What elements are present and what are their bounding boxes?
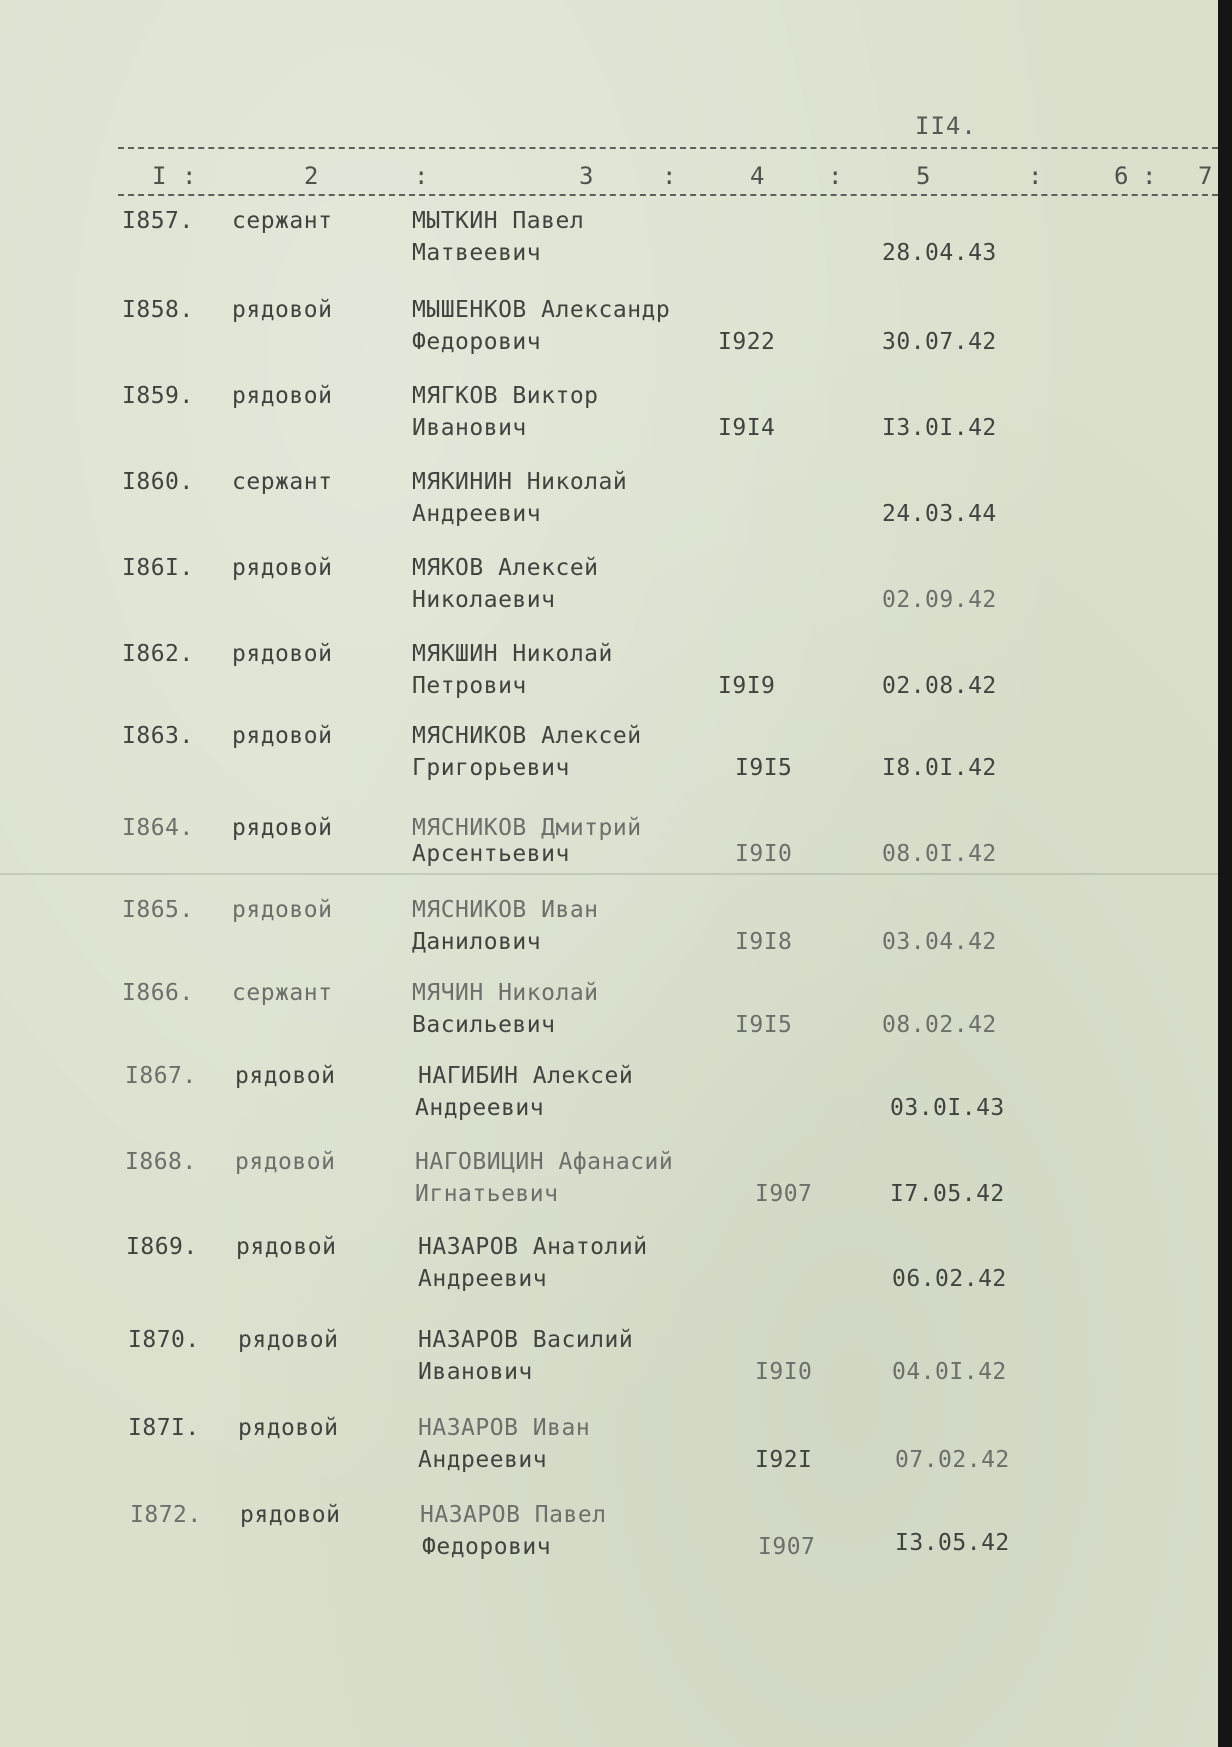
patronymic: Иванович — [418, 1359, 533, 1385]
record-number: I867. — [125, 1063, 197, 1089]
rank: сержант — [232, 469, 333, 495]
surname-name: МЯСНИКОВ Иван — [412, 897, 599, 923]
table-row — [0, 1063, 1218, 1143]
date: I3.0I.42 — [882, 415, 997, 441]
header-rule-top — [118, 147, 1218, 149]
surname-name: МЫШЕНКОВ Александр — [412, 297, 671, 323]
birth-year: I907 — [758, 1534, 816, 1560]
birth-year: I9I4 — [718, 415, 776, 441]
patronymic: Андреевич — [418, 1447, 548, 1473]
rank: рядовой — [232, 383, 333, 409]
rank: рядовой — [232, 555, 333, 581]
birth-year: I92I — [755, 1447, 813, 1473]
rank: рядовой — [238, 1327, 339, 1353]
surname-name: МЫТКИН Павел — [412, 208, 585, 234]
patronymic: Федорович — [412, 329, 542, 355]
column-separator: : — [414, 162, 429, 190]
date: 30.07.42 — [882, 329, 997, 355]
date: 28.04.43 — [882, 240, 997, 266]
patronymic: Арсентьевич — [412, 841, 570, 867]
column-separator: : — [1142, 162, 1157, 190]
record-number: I863. — [122, 723, 194, 749]
record-number: I860. — [122, 469, 194, 495]
surname-name: НАЗАРОВ Иван — [418, 1415, 591, 1441]
record-number: I870. — [128, 1327, 200, 1353]
patronymic: Григорьевич — [412, 755, 570, 781]
column-header-4: 4 — [750, 162, 765, 190]
rank: рядовой — [232, 723, 333, 749]
date: 02.08.42 — [882, 673, 997, 699]
column-header-6: 6 — [1114, 162, 1129, 190]
record-number: I857. — [122, 208, 194, 234]
birth-year: I9I0 — [735, 841, 793, 867]
patronymic: Андреевич — [418, 1266, 548, 1292]
rank: рядовой — [235, 1149, 336, 1175]
table-row — [0, 297, 1218, 377]
date: I7.05.42 — [890, 1181, 1005, 1207]
column-header-7: 7 — [1198, 162, 1213, 190]
patronymic: Андреевич — [412, 501, 542, 527]
date: 06.02.42 — [892, 1266, 1007, 1292]
table-row — [0, 723, 1218, 803]
patronymic: Петрович — [412, 673, 527, 699]
table-row — [0, 1234, 1218, 1314]
rank: рядовой — [232, 897, 333, 923]
record-number: I86I. — [122, 555, 194, 581]
date: 08.02.42 — [882, 1012, 997, 1038]
table-row — [0, 469, 1218, 549]
record-number: I872. — [130, 1502, 202, 1528]
date: 08.0I.42 — [882, 841, 997, 867]
surname-name: НАГОВИЦИН Афанасий — [415, 1149, 674, 1175]
column-separator: : — [182, 162, 197, 190]
record-number: I858. — [122, 297, 194, 323]
surname-name: МЯКИНИН Николай — [412, 469, 628, 495]
table-row — [0, 383, 1218, 463]
date: I3.05.42 — [895, 1530, 1010, 1556]
surname-name: МЯКОВ Алексей — [412, 555, 599, 581]
record-number: I866. — [122, 980, 194, 1006]
patronymic: Данилович — [412, 929, 542, 955]
record-number: I868. — [125, 1149, 197, 1175]
header-rule-bottom — [118, 194, 1218, 196]
table-row — [0, 555, 1218, 635]
rank: рядовой — [235, 1063, 336, 1089]
record-number: I865. — [122, 897, 194, 923]
table-row — [0, 980, 1218, 1060]
rank: рядовой — [240, 1502, 341, 1528]
surname-name: МЯСНИКОВ Дмитрий — [412, 815, 642, 841]
column-separator: : — [1028, 162, 1043, 190]
patronymic: Игнатьевич — [415, 1181, 559, 1207]
date: 02.09.42 — [882, 587, 997, 613]
rank: рядовой — [238, 1415, 339, 1441]
table-row — [0, 1327, 1218, 1407]
rank: сержант — [232, 208, 333, 234]
table-row — [0, 641, 1218, 721]
page-number: II4. — [915, 112, 977, 140]
birth-year: I9I8 — [735, 929, 793, 955]
surname-name: НАГИБИН Алексей — [418, 1063, 634, 1089]
date: 24.03.44 — [882, 501, 997, 527]
surname-name: МЯКШИН Николай — [412, 641, 613, 667]
table-row — [0, 897, 1218, 977]
patronymic: Матвеевич — [412, 240, 542, 266]
column-separator: : — [662, 162, 677, 190]
surname-name: НАЗАРОВ Анатолий — [418, 1234, 648, 1260]
surname-name: МЯГКОВ Виктор — [412, 383, 599, 409]
birth-year: I907 — [755, 1181, 813, 1207]
record-number: I862. — [122, 641, 194, 667]
rank: рядовой — [232, 815, 333, 841]
surname-name: НАЗАРОВ Василий — [418, 1327, 634, 1353]
surname-name: МЯЧИН Николай — [412, 980, 599, 1006]
birth-year: I9I9 — [718, 673, 776, 699]
table-row — [0, 208, 1218, 288]
patronymic: Андреевич — [415, 1095, 545, 1121]
rank: рядовой — [232, 297, 333, 323]
record-number: I859. — [122, 383, 194, 409]
surname-name: НАЗАРОВ Павел — [420, 1502, 607, 1528]
record-number: I869. — [126, 1234, 198, 1260]
patronymic: Федорович — [422, 1534, 552, 1560]
rank: рядовой — [232, 641, 333, 667]
scan-border — [1218, 0, 1232, 1747]
patronymic: Иванович — [412, 415, 527, 441]
record-number: I864. — [122, 815, 194, 841]
patronymic: Николаевич — [412, 587, 556, 613]
date: I8.0I.42 — [882, 755, 997, 781]
date: 03.04.42 — [882, 929, 997, 955]
birth-year: I9I0 — [755, 1359, 813, 1385]
birth-year: I9I5 — [735, 1012, 793, 1038]
table-row — [0, 1502, 1218, 1582]
record-number: I87I. — [128, 1415, 200, 1441]
column-separator: : — [828, 162, 843, 190]
table-row — [0, 815, 1218, 895]
column-header-3: 3 — [579, 162, 594, 190]
table-row — [0, 1149, 1218, 1229]
column-header-2: 2 — [304, 162, 319, 190]
date: 03.0I.43 — [890, 1095, 1005, 1121]
date: 04.0I.42 — [892, 1359, 1007, 1385]
date: 07.02.42 — [895, 1447, 1010, 1473]
column-header-1: I — [152, 162, 167, 190]
rank: сержант — [232, 980, 333, 1006]
table-row — [0, 1415, 1218, 1495]
birth-year: I9I5 — [735, 755, 793, 781]
column-header-5: 5 — [916, 162, 931, 190]
patronymic: Васильевич — [412, 1012, 556, 1038]
surname-name: МЯСНИКОВ Алексей — [412, 723, 642, 749]
birth-year: I922 — [718, 329, 776, 355]
rank: рядовой — [236, 1234, 337, 1260]
